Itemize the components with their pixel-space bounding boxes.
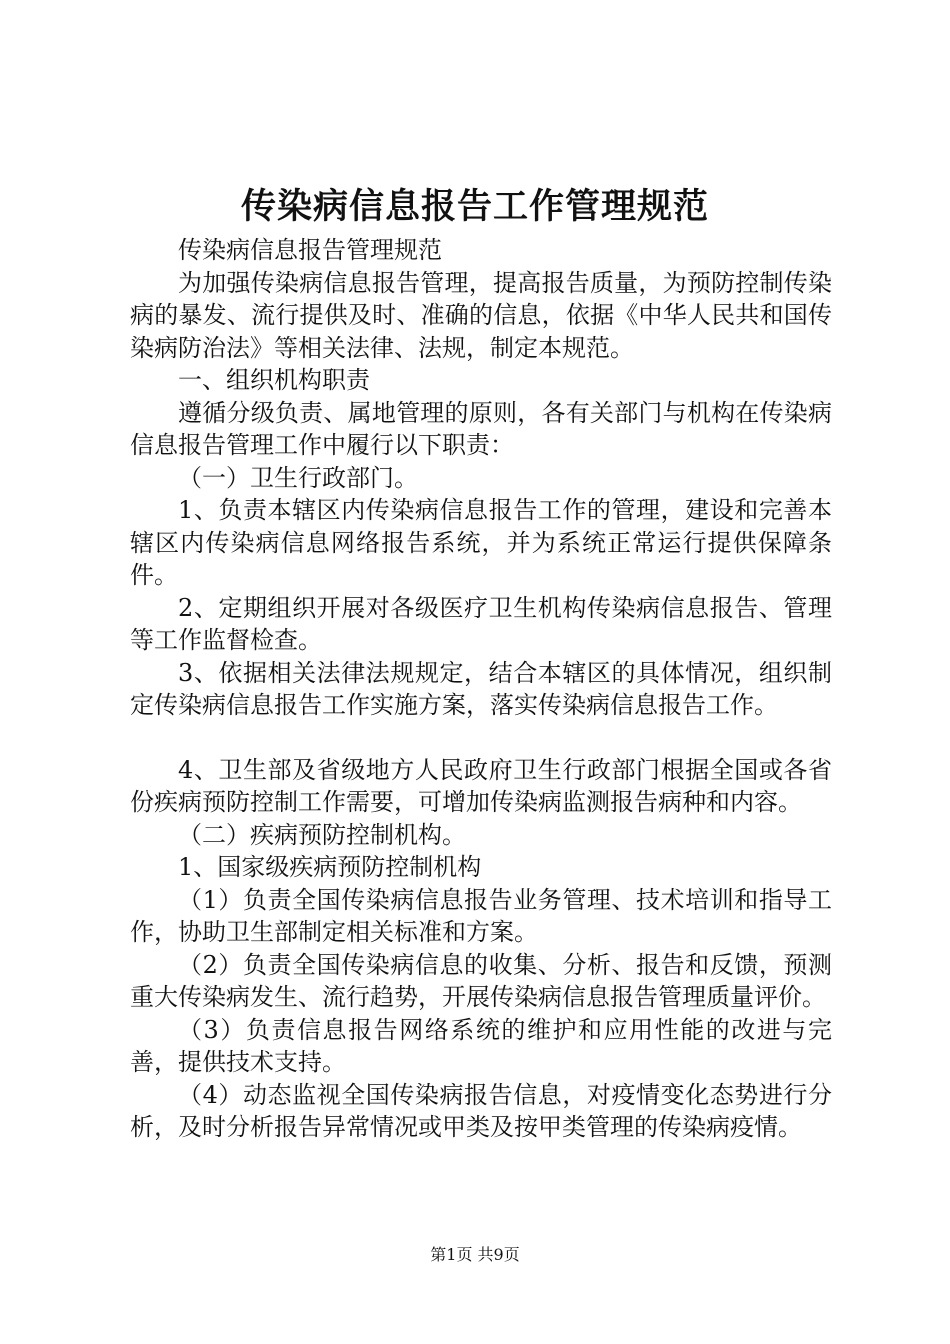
paragraph-duty-4: （4）动态监视全国传染病报告信息，对疫情变化态势进行分析，及时分析报告异常情况或甲类及按甲类管理的传染病疫情。 — [130, 1080, 832, 1141]
paragraph-duty-2: （2）负责全国传染病信息的收集、分析、报告和反馈，预测重大传染病发生、流行趋势，开展传染病信息报告管理质量评价。 — [130, 950, 832, 1011]
page-number: 第1页 共9页 — [430, 1245, 520, 1264]
paragraph-duty-1: （1）负责全国传染病信息报告业务管理、技术培训和指导工作，协助卫生部制定相关标准和方案。 — [130, 885, 832, 946]
paragraph-subtitle: 传染病信息报告管理规范 — [178, 236, 442, 264]
paragraph-item-3: 3、依据相关法律法规规定，结合本辖区的具体情况，组织制定传染病信息报告工作实施方案，落实传染病信息报告工作。 — [130, 658, 832, 719]
paragraph-duty-3: （3）负责信息报告网络系统的维护和应用性能的改进与完善，提供技术支持。 — [130, 1015, 832, 1076]
paragraph-principle: 遵循分级负责、属地管理的原则，各有关部门与机构在传染病信息报告管理工作中履行以下职责： — [130, 398, 832, 459]
paragraph-intro: 为加强传染病信息报告管理，提高报告质量，为预防控制传染病的暴发、流行提供及时、准确的信息，依据《中华人民共和国传染病防治法》等相关法律、法规，制定本规范。 — [130, 268, 832, 362]
paragraph-item-4: 4、卫生部及省级地方人民政府卫生行政部门根据全国或各省份疾病预防控制工作需要，可增加传染病监测报告病种和内容。 — [130, 755, 832, 816]
document-body — [130, 234, 832, 1144]
document-title: 传染病信息报告工作管理规范 — [240, 186, 709, 227]
paragraph-item-1: 1、负责本辖区内传染病信息报告工作的管理，建设和完善本辖区内传染病信息网络报告系统，并为系统正常运行提供保障条件。 — [130, 496, 832, 589]
subsection-heading-2: （二）疾病预防控制机构。 — [178, 820, 466, 849]
section-heading-1: 一、组织机构职责 — [178, 366, 370, 394]
paragraph-item-2: 2、定期组织开展对各级医疗卫生机构传染病信息报告、管理等工作监督检查。 — [130, 593, 832, 654]
subsection-heading-1: （一）卫生行政部门。 — [178, 463, 418, 492]
paragraph-national-cdc: 1、国家级疾病预防控制机构 — [178, 853, 482, 881]
